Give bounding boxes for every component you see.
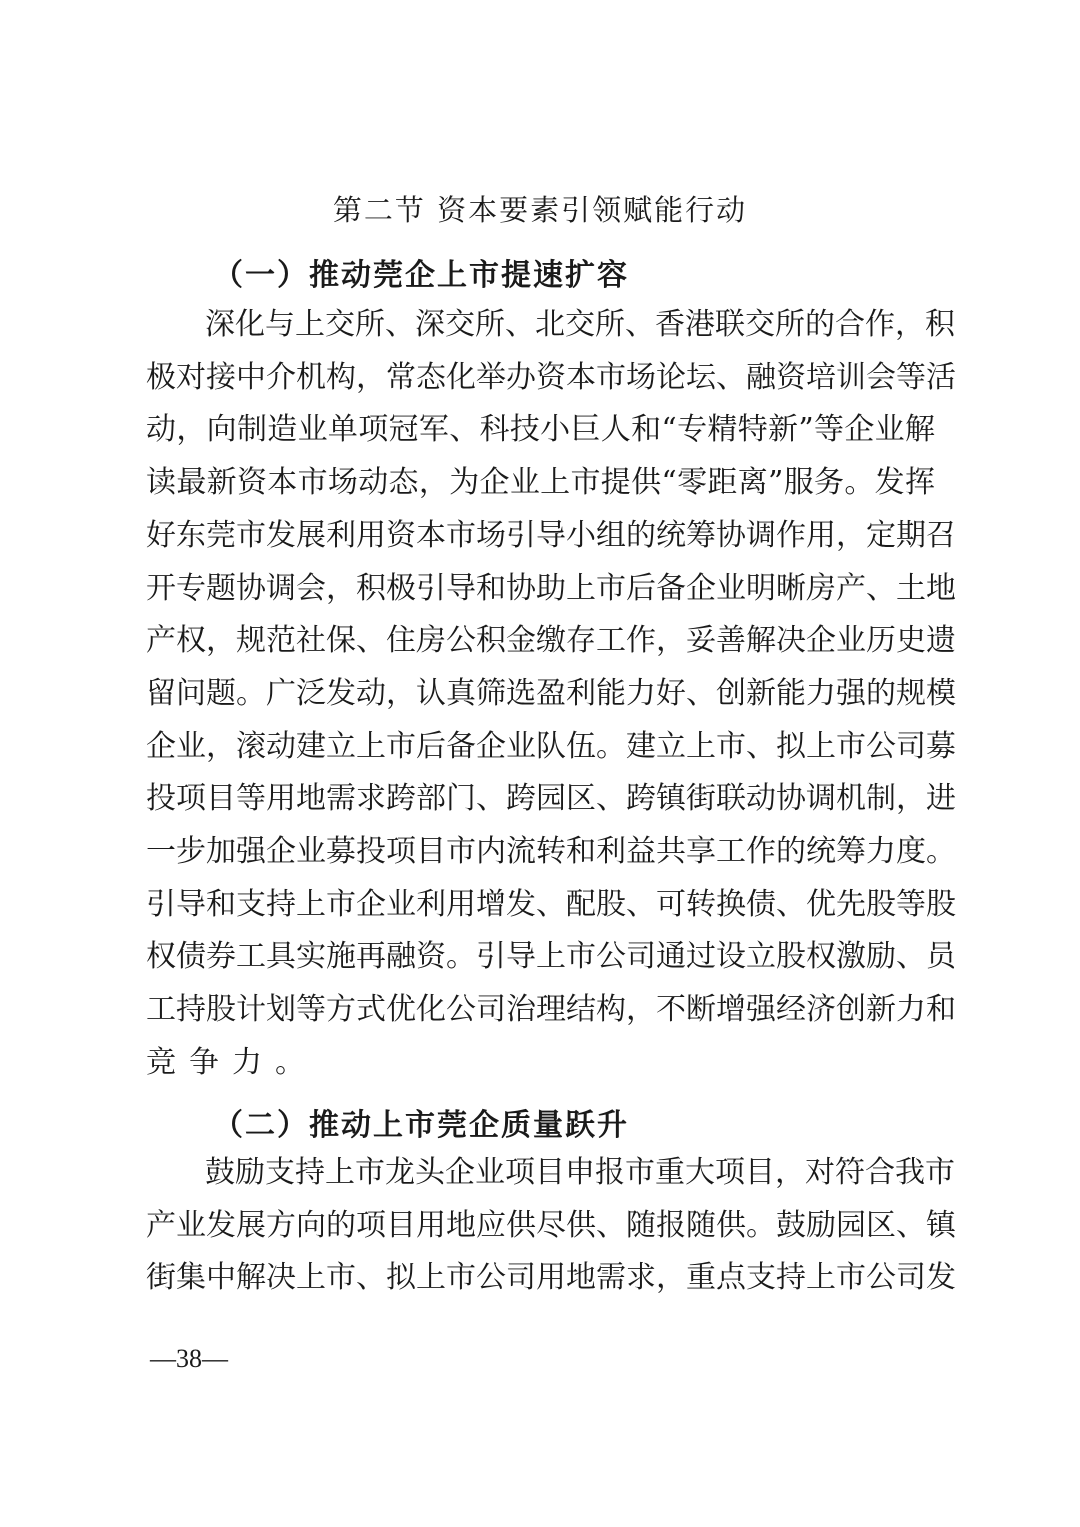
paragraph-line: 动，向制造业单项冠军、科技小巨人和“专精特新”等企业解 [146,412,935,448]
paragraph-line: 鼓励支持上市龙头企业项目申报市重大项目，对符合我市 [205,1155,955,1190]
paragraph-line: 开专题协调会，积极引导和协助上市后备企业明晰房产、土地 [146,570,956,606]
paragraph-line: 留问题。广泛发动，认真筛选盈利能力好、创新能力强的规模 [146,675,956,711]
subsection-heading-1: （一）推动莞企上市提速扩容 [213,258,629,293]
paragraph-line: 产业发展方向的项目用地应供尽供、随报随供。鼓励园区、镇 [146,1207,956,1243]
paragraph-line: 读最新资本市场动态，为企业上市提供“零距离”服务。发挥 [146,465,935,501]
paragraph-line: 产权，规范社保、住房公积金缴存工作，妥善解决企业历史遗 [146,623,956,659]
paragraph-line: 好东莞市发展利用资本市场引导小组的统筹协调作用，定期召 [146,517,956,553]
paragraph-line: 极对接中介机构，常态化举办资本市场论坛、融资培训会等活 [146,359,956,395]
paragraph-line: 竞争力。 [146,1044,318,1080]
paragraph-line: 街集中解决上市、拟上市公司用地需求，重点支持上市公司发 [146,1260,956,1296]
paragraph-line: 一步加强企业募投项目市内流转和利益共享工作的统筹力度。 [146,834,956,869]
paragraph-line: 引导和支持上市企业利用增发、配股、可转换债、优先股等股 [146,886,956,922]
subsection-heading-2: （二）推动上市莞企质量跃升 [213,1108,629,1143]
paragraph-line: 工持股计划等方式优化公司治理结构，不断增强经济创新力和 [146,992,956,1028]
section-title: 第二节 资本要素引领赋能行动 [332,193,748,227]
paragraph-line: 权债券工具实施再融资。引导上市公司通过设立股权激励、员 [146,939,956,975]
paragraph-line: 投项目等用地需求跨部门、跨园区、跨镇街联动协调机制，进 [146,781,956,817]
page-number: —38— [150,1344,228,1373]
paragraph-line: 企业，滚动建立上市后备企业队伍。建立上市、拟上市公司募 [146,728,956,764]
paragraph-line: 深化与上交所、深交所、北交所、香港联交所的合作，积 [205,307,955,342]
